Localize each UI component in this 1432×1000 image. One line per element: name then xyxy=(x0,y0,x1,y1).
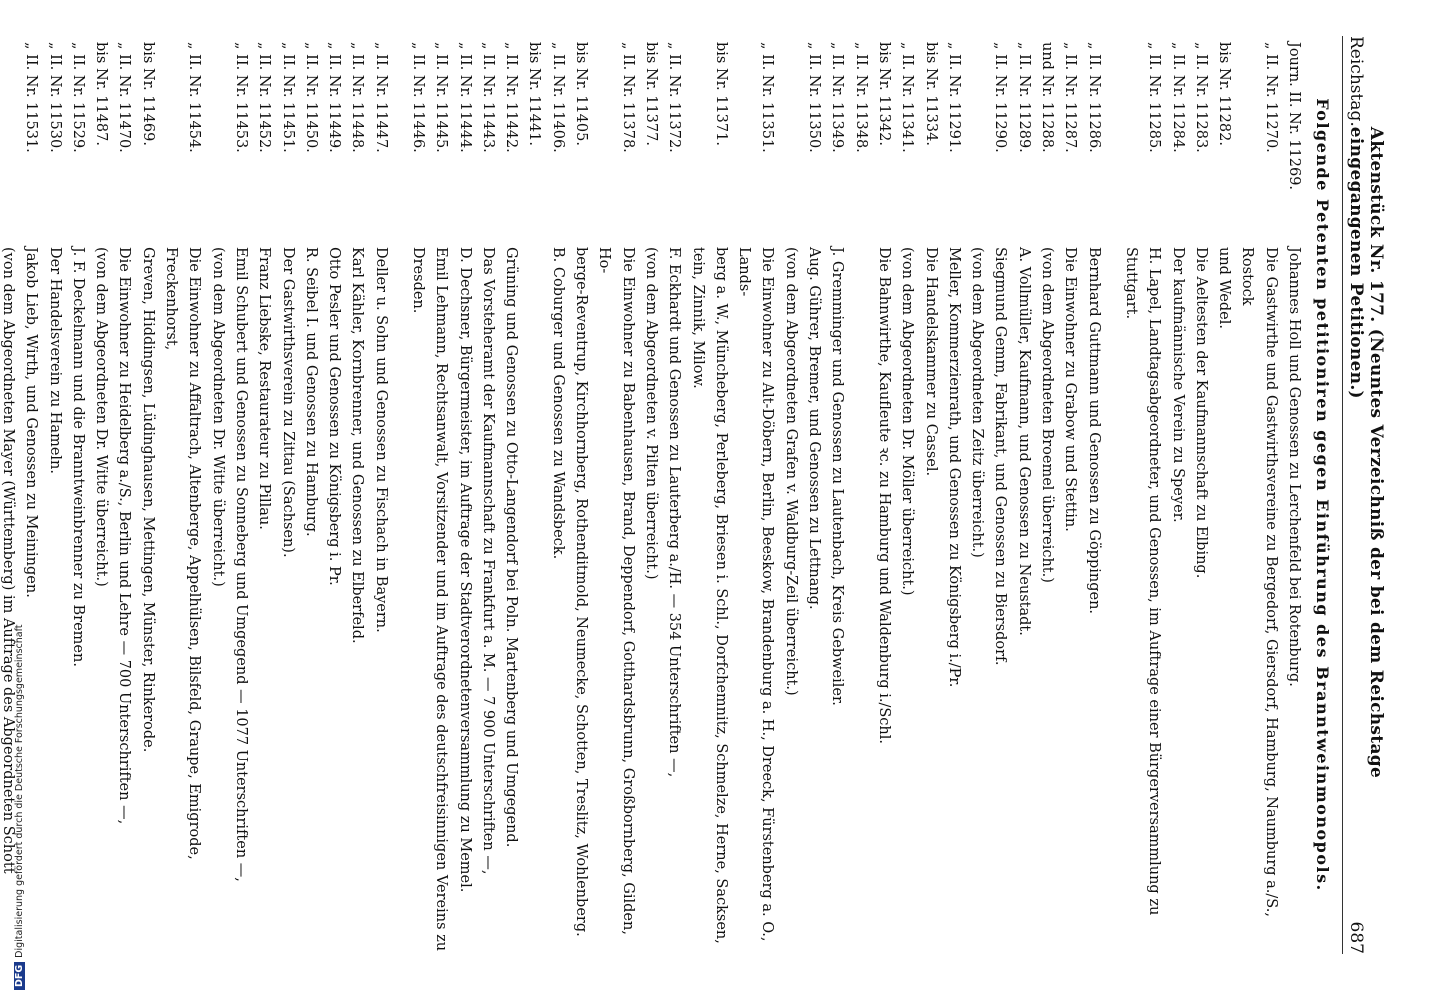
header-center: Aktenstück Nr. 177. (Neuntes Verzeichniß der bei dem Reichstage eingegangenen Petitionen.) xyxy=(1346,126,1386,779)
petition-entry xyxy=(345,36,368,954)
petition-text: F. Eckhardt und Genossen zu Lauterberg a./H. — 354 Unterschriften —, xyxy=(666,247,683,778)
petition-text: berge-Reventrup, Kirchhornberg, Rothenditmold, Neumecke, Schotten, Treslitz, Wohlenberg. xyxy=(573,247,590,937)
petition-entry xyxy=(1189,36,1212,954)
page-header xyxy=(1342,36,1386,954)
petition-entry xyxy=(299,36,322,954)
journal-ref: „ II. Nr. 11448. xyxy=(349,42,366,153)
petition-entry xyxy=(112,36,135,954)
petition-entry xyxy=(778,36,801,954)
petition-entry xyxy=(452,36,475,954)
journal-ref: bis Nr. 11334. xyxy=(922,42,939,146)
journal-ref: „ II. Nr. 11450. xyxy=(302,42,319,153)
petition-text: Johannes Holl und Genossen zu Lerchenfeld bei Rotenburg. xyxy=(1286,247,1302,687)
petition-entry xyxy=(368,36,391,954)
petition-entry xyxy=(685,36,708,954)
petition-entry xyxy=(732,36,779,954)
petition-entry xyxy=(546,36,569,954)
petition-text: tein, Zinnik, Milow. xyxy=(689,247,706,389)
journal-ref: bis Nr. 11377. xyxy=(642,42,659,146)
footer-text: Digitalisierung gefördert durch die Deutsche Forschungsgemeinschaft xyxy=(14,624,25,958)
petition-entry xyxy=(89,36,112,954)
petition-entry xyxy=(1165,36,1188,954)
petition-entry xyxy=(499,36,522,954)
journal-ref: „ II. Nr. 11348. xyxy=(852,42,869,153)
intro-heading: Folgende Petenten petitioniren gegen Einführung des Branntweinmonopols. xyxy=(1313,98,1332,892)
petition-text: R. Seibel I. und Genossen zu Hamburg. xyxy=(302,247,319,537)
petition-text: Die Einwohner zu Heidelberg a./S., Berlin und Lehre — 700 Unterschriften —, xyxy=(116,247,133,825)
petition-text: Grüning und Genossen zu Otto-Langendorf bei Poln. Martenberg und Umgegend. xyxy=(503,247,520,848)
petition-text: Meller, Kommerzienrath, und Genossen zu Königsberg i./Pr. xyxy=(945,247,962,688)
petition-entry xyxy=(135,36,158,954)
journal-ref: „ II. Nr. 11350. xyxy=(806,42,823,153)
petition-text: Die Einwohner zu Babenhausen, Brand, Deppendorf, Gotthardsbrunn, Großbornberg, Gilden, Ho- xyxy=(596,247,636,935)
petition-text: D. Dechsner, Bürgermeister, im Auftrage der Stadtverordnetenversammlung zu Memel. xyxy=(456,247,473,893)
petition-text: H. Lapel, Landtagsabgeordneter, und Genossen, im Auftrage einer Bürgerversammlung zu xyxy=(1146,247,1163,916)
petition-text: Der kaufmännische Verein zu Speyer. xyxy=(1169,247,1186,523)
spacer xyxy=(1105,36,1119,954)
journal-ref: und Nr. 11288. xyxy=(1039,42,1056,153)
petition-text: Otto Pesler und Genossen zu Königsberg i. Pr. xyxy=(326,247,343,586)
journal-ref: „ II. Nr. 11285. xyxy=(1146,42,1163,153)
journal-ref: „ II. Nr. 11531. xyxy=(23,42,40,153)
journal-ref: „ II. Nr. 11289. xyxy=(1015,42,1032,153)
petition-entry xyxy=(1282,36,1305,954)
petition-text: Jakob Lieb, Wirth, und Genossen zu Meiningen. xyxy=(23,247,40,598)
petition-entry xyxy=(592,36,639,954)
journal-ref xyxy=(205,36,228,247)
petition-entry xyxy=(42,36,65,954)
journal-ref: „ II. Nr. 11372. xyxy=(666,42,683,153)
petition-text: (von dem Abgeordneten Dr. Witte überreicht.) xyxy=(209,247,226,587)
petition-text: Karl Kähler, Kornbrenner, und Genossen zu Elberfeld. xyxy=(349,247,366,644)
petition-entry xyxy=(918,36,941,954)
petition-text: Die Bahnwirthe, Kaufleute ꝛc. zu Hamburg und Waldenburg i./Schl. xyxy=(875,247,892,744)
journal-ref: „ II. Nr. 11449. xyxy=(326,42,343,153)
journal-ref: bis Nr. 11371. xyxy=(712,42,729,146)
journal-ref: „ II. Nr. 11284. xyxy=(1169,42,1186,153)
petition-entry xyxy=(1212,36,1235,954)
petition-text: Der Gastwirthsverein zu Zittau (Sachsen). xyxy=(279,247,296,558)
journal-ref: „ II. Nr. 11446. xyxy=(410,42,427,153)
journal-ref: bis Nr. 11342. xyxy=(875,42,892,146)
petition-text: (von dem Abgeordneten Broemel überreicht.) xyxy=(1039,247,1056,583)
petition-text: Emil Schubert und Genossen zu Sonneberg und Umgegend — 1077 Unterschriften —, xyxy=(232,247,249,882)
journal-ref xyxy=(778,36,801,247)
journal-ref: „ II. Nr. 11351. xyxy=(759,42,776,153)
journal-ref: „ II. Nr. 11442. xyxy=(503,42,520,153)
petition-text: (von dem Abgeordneten Dr. Witte überreicht.) xyxy=(93,247,110,587)
petition-text: Das Vorsteheramt der Kaufmannschaft zu Frankfurt a. M. — 7 900 Unterschriften —, xyxy=(479,247,496,875)
petition-entry xyxy=(639,36,662,954)
journal-ref: „ II. Nr. 11341. xyxy=(899,42,916,153)
journal-ref: „ II. Nr. 11445. xyxy=(433,42,450,153)
petition-entry xyxy=(942,36,965,954)
petition-entry xyxy=(1081,36,1104,954)
journal-ref: „ II. Nr. 11443. xyxy=(479,42,496,153)
journal-ref xyxy=(965,36,988,247)
petition-entry xyxy=(252,36,275,954)
journal-ref xyxy=(0,36,19,247)
petition-entry xyxy=(1058,36,1081,954)
petition-text: Franz Liebske, Restaurateur zu Pillau. xyxy=(256,247,273,530)
petition-entry xyxy=(569,36,592,954)
petition-entry xyxy=(476,36,499,954)
journal-ref: „ II. Nr. 11530. xyxy=(46,42,63,153)
journal-ref: bis Nr. 11282. xyxy=(1216,42,1233,146)
petition-entry xyxy=(709,36,732,954)
petition-entry xyxy=(872,36,895,954)
petition-entry xyxy=(965,36,988,954)
journal-ref: „ II. Nr. 11529. xyxy=(69,42,86,153)
petition-entry xyxy=(1119,36,1142,954)
journal-ref: „ II. Nr. 11283. xyxy=(1192,42,1209,153)
petition-text: berg a. W., Müncheberg, Perleberg, Briesen i. Schl., Dorfchemnitz, Schmelze, Herne, Sacksen, xyxy=(712,247,729,944)
petition-text: (von dem Abgeordneten Zeitz überreicht.) xyxy=(969,247,986,558)
petition-text: Die Handelskammer zu Cassel. xyxy=(922,247,939,477)
journal-ref: bis Nr. 11487. xyxy=(93,42,110,146)
petition-entry xyxy=(848,36,871,954)
journal-ref xyxy=(685,36,708,247)
journal-ref: „ II. Nr. 11406. xyxy=(549,42,566,153)
journal-ref: bis Nr. 11469. xyxy=(139,42,156,146)
petition-text: (von dem Abgeordneten Mayer (Württemberg) im Auftrage des Abgeordneten Schott xyxy=(0,247,16,874)
petition-entry xyxy=(159,36,206,954)
petition-entry xyxy=(66,36,89,954)
journal-ref: „ II. Nr. 11291. xyxy=(945,42,962,153)
petition-text: A. Vollmüller, Kaufmann, und Genossen zu Neustadt. xyxy=(1015,247,1032,636)
petition-entry xyxy=(1011,36,1034,954)
dfg-logo: DFG xyxy=(14,962,25,990)
journal-ref: „ II. Nr. 11470. xyxy=(116,42,133,153)
journal-ref: „ II. Nr. 11378. xyxy=(619,42,636,153)
petition-entry xyxy=(275,36,298,954)
journal-ref: „ II. Nr. 11453. xyxy=(232,42,249,153)
journal-ref: „ II. Nr. 11452. xyxy=(256,42,273,153)
petition-entry xyxy=(802,36,825,954)
journal-ref: „ II. Nr. 11286. xyxy=(1085,42,1102,153)
petition-entry xyxy=(322,36,345,954)
petition-text: Siegmund Gemm, Fabrikant, und Genossen zu Biersdorf. xyxy=(992,247,1009,666)
journal-ref: bis Nr. 11441. xyxy=(526,42,543,146)
petition-text: (von dem Abgeordneten Dr. Möller überreicht.) xyxy=(899,247,916,596)
petition-entry xyxy=(1235,36,1282,954)
petition-entry xyxy=(1142,36,1165,954)
petition-text: (von dem Abgeordneten Grafen v. Waldburg-Zeil überreicht.) xyxy=(782,247,799,696)
petition-text: Der Handelsverein zu Hameln. xyxy=(46,247,63,474)
petition-entry xyxy=(205,36,228,954)
petition-entry xyxy=(429,36,452,954)
petition-text: (von dem Abgeordneten v. Pilten überreicht.) xyxy=(642,247,659,580)
petition-text: Die Einwohner zu Affaltrach, Altenberge, Appelhülsen, Bilsfeld, Graupe, Emigrode, Freckenhorst, xyxy=(163,247,203,860)
petition-entry xyxy=(229,36,252,954)
petition-text xyxy=(848,247,871,954)
header-left: Reichstag. xyxy=(1346,36,1366,127)
petition-entry xyxy=(522,36,545,954)
petition-text: J. Gremminger und Genossen zu Lautenbach, Kreis Gebweiler. xyxy=(829,247,846,706)
petition-text: Bernhard Guttmann und Genossen zu Göppingen. xyxy=(1085,247,1102,615)
journal-ref: „ II. Nr. 11451. xyxy=(279,42,296,153)
petition-text: Deller u. Sohn und Genossen zu Fischach in Bayern. xyxy=(372,247,389,633)
petition-text: Greven, Hiddingsen, Lüdinghausen, Mettingen, Münster, Rinkerode. xyxy=(139,247,156,753)
petition-text xyxy=(522,247,545,954)
petition-entry xyxy=(895,36,918,954)
petition-text: B. Coburger und Genossen zu Wandsbeck. xyxy=(549,247,566,560)
petition-text: Emil Lehmann, Rechtsanwalt, Vorsitzender und im Auftrage des deutschfreisinnigen Vereins zu xyxy=(433,247,450,952)
footer-credit xyxy=(14,625,25,991)
petition-entry xyxy=(825,36,848,954)
page-number: 687 xyxy=(1346,921,1366,954)
petition-text: J. F. Deckelmann und die Branntweinbrenner zu Bremen. xyxy=(69,247,86,667)
petition-text: Die Einwohner zu Grabow und Stettin. xyxy=(1062,247,1079,532)
journal-ref: „ II. Nr. 11287. xyxy=(1062,42,1079,153)
journal-ref: „ II. Nr. 11447. xyxy=(372,42,389,153)
petition-entry xyxy=(988,36,1011,954)
petition-text: Die Einwohner zu Alt-Döbern, Berlin, Beeskow, Brandenburg a. H., Dreeck, Fürstenberg a. O., Lands- xyxy=(736,247,776,942)
journal-ref: Journ. II. Nr. 11269. xyxy=(1286,42,1302,191)
petition-list xyxy=(0,36,1305,954)
petition-entry xyxy=(662,36,685,954)
journal-ref xyxy=(1119,36,1142,247)
petition-text: Dresden. xyxy=(410,247,427,314)
petition-text: Die Gastwirthe und Gastwirthsvereine zu Bergedorf, Giersdorf, Hamburg, Naumburg a./S., Rostock xyxy=(1239,247,1279,917)
journal-ref: „ II. Nr. 11290. xyxy=(992,42,1009,153)
petition-text: Stuttgart. xyxy=(1122,247,1139,320)
petition-entry xyxy=(1035,36,1058,954)
journal-ref: „ II. Nr. 11444. xyxy=(456,42,473,153)
petition-text: Aug. Gührer, Bremer, und Genossen zu Lettnang. xyxy=(806,247,823,610)
journal-ref: „ II. Nr. 11349. xyxy=(829,42,846,153)
journal-ref: „ II. Nr. 11270. xyxy=(1262,42,1279,153)
spacer xyxy=(392,36,406,954)
journal-ref: bis Nr. 11405. xyxy=(573,42,590,146)
petition-entry xyxy=(406,36,429,954)
petition-text: Die Aeltesten der Kaufmannschaft zu Elbing. xyxy=(1192,247,1209,579)
petition-text: und Wedel. xyxy=(1216,247,1233,329)
journal-ref: „ II. Nr. 11454. xyxy=(186,42,203,153)
